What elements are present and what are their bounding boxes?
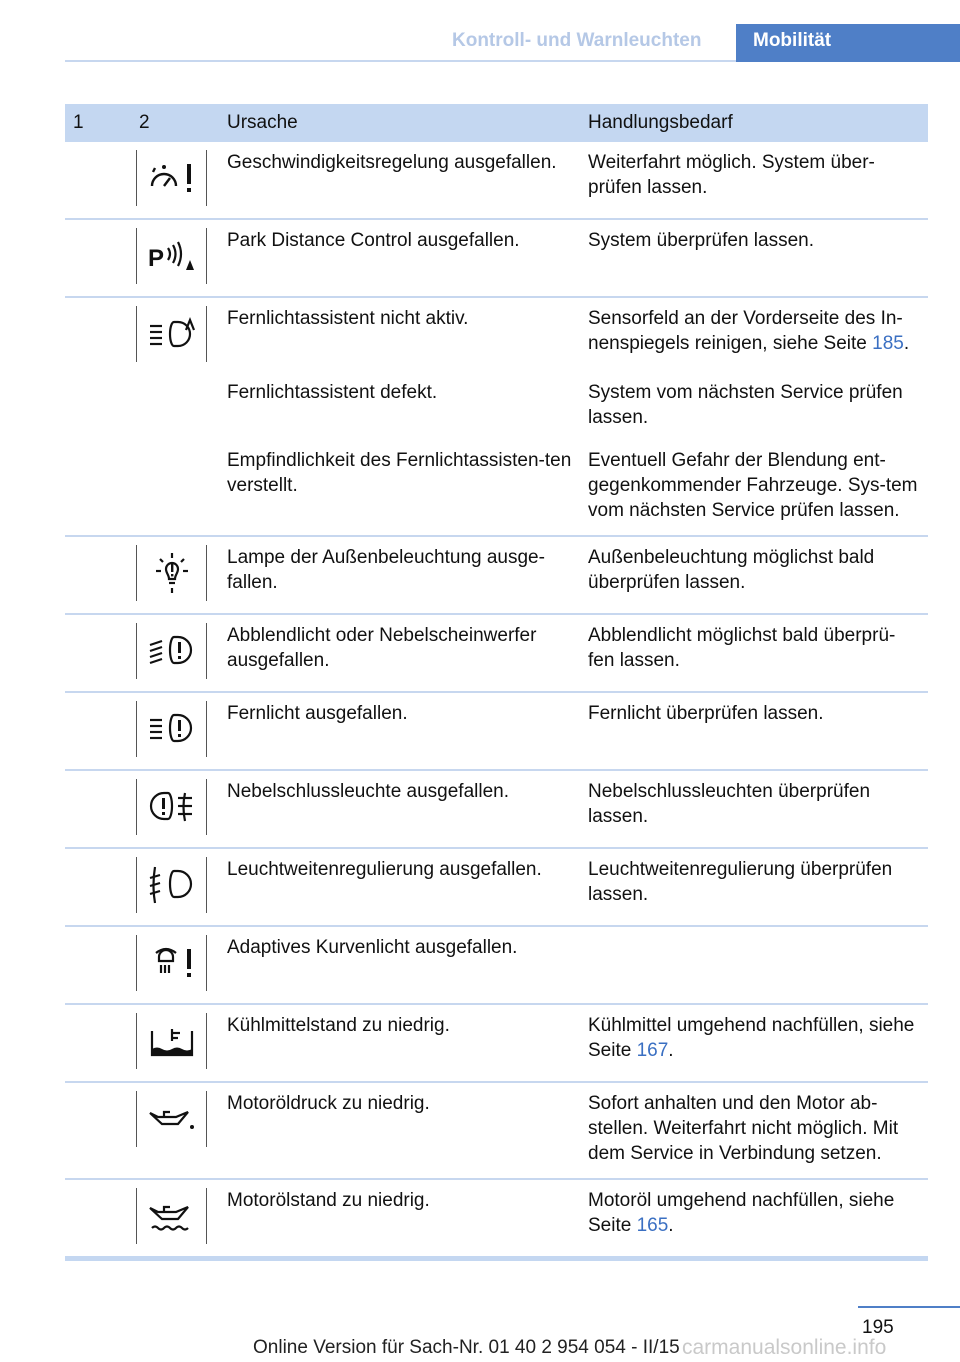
cause-cell: Fernlichtassistent defekt. [227, 382, 438, 403]
cause-cell: Abblendlicht oder Nebelscheinwerfer ausgefallen. [219, 614, 580, 692]
watermark: carmanualsonline.info [682, 1336, 887, 1359]
header-section-title[interactable]: Kontroll- und Warnleuchten [452, 30, 702, 51]
action-cell [580, 926, 928, 1004]
cause-cell: Motorölstand zu niedrig. [219, 1179, 580, 1259]
cause-cell: Fernlicht ausgefallen. [219, 692, 580, 770]
cause-cell: Park Distance Control ausgefallen. [219, 219, 580, 297]
cause-cell: Motoröldruck zu niedrig. [219, 1082, 580, 1179]
action-cell: Abblendlicht möglichst bald überprü-fen lassen. [580, 614, 928, 692]
table-row [65, 442, 928, 536]
action-cell: Leuchtweitenregulierung überprüfen lassen. [580, 848, 928, 926]
svg-text:P: P [147, 245, 164, 272]
table-row [65, 536, 928, 614]
cruise-control-warning-icon [136, 150, 207, 206]
cause-cell: Fernlichtassistent nicht aktiv. [219, 297, 580, 374]
cause-cell: Lampe der Außenbeleuchtung ausge-fallen. [219, 536, 580, 614]
column-header-2: 2 [131, 104, 219, 142]
column-header-1: 1 [65, 104, 131, 142]
column-header-cause: Ursache [219, 104, 580, 142]
cause-cell: Adaptives Kurvenlicht ausgefallen. [219, 926, 580, 1004]
table-row [65, 374, 928, 442]
cause-cell: Geschwindigkeitsregelung ausgefallen. [227, 152, 557, 173]
low-beam-warning-icon [136, 623, 207, 679]
table-row [65, 1082, 928, 1179]
table-row [65, 142, 928, 219]
headlight-range-warning-icon [136, 857, 207, 913]
action-cell: Außenbeleuchtung möglichst bald überprüfen lassen. [580, 536, 928, 614]
oil-pressure-icon [136, 1091, 207, 1147]
column-header-action: Handlungsbedarf [580, 104, 928, 142]
online-version-note: Online Version für Sach-Nr. 01 40 2 954 054 - II/15 [253, 1337, 680, 1358]
action-cell: Sofort anhalten und den Motor ab-stellen. Weiterfahrt nicht möglich. Mit dem Service in Verbindung setzen. [580, 1082, 928, 1179]
table-row [65, 692, 928, 770]
oil-level-icon [136, 1188, 207, 1244]
action-cell: Nebelschlussleuchten überprüfen lassen. [580, 770, 928, 848]
action-cell: Kühlmittel umgehend nachfüllen, siehe Seite 167. [580, 1004, 928, 1082]
action-cell: Fernlicht überprüfen lassen. [580, 692, 928, 770]
table-row [65, 926, 928, 1004]
exterior-light-warning-icon [136, 545, 207, 601]
table-header-row [65, 104, 928, 142]
action-cell: Motoröl umgehend nachfüllen, siehe Seite 165. [580, 1179, 928, 1259]
table-row [65, 848, 928, 926]
table-row [65, 219, 928, 297]
coolant-level-icon [136, 1013, 207, 1069]
page-link[interactable]: 185 [872, 333, 904, 354]
park-distance-control-warning-icon [136, 228, 207, 284]
high-beam-assistant-icon [136, 306, 207, 362]
rear-fog-light-warning-icon [136, 779, 207, 835]
cause-cell: Kühlmittelstand zu niedrig. [219, 1004, 580, 1082]
table-row [65, 1179, 928, 1259]
table-row [65, 614, 928, 692]
cause-cell: Leuchtweitenregulierung ausgefallen. [219, 848, 580, 926]
warning-lights-table [65, 104, 928, 1261]
table-row [65, 297, 928, 374]
page-number: 195 [862, 1317, 894, 1338]
header-chapter-tab[interactable]: Mobilität [736, 24, 960, 62]
action-cell: Weiterfahrt möglich. System über-prüfen lassen. [588, 152, 875, 198]
table-row [65, 770, 928, 848]
footer-rule [858, 1306, 960, 1308]
action-cell: Eventuell Gefahr der Blendung ent-gegenkommender Fahrzeuge. Sys-tem vom nächsten Service prüfen lassen. [588, 450, 918, 521]
adaptive-light-warning-icon [136, 935, 207, 991]
page-link[interactable]: 165 [636, 1215, 669, 1236]
action-cell: System vom nächsten Service prüfen lassen. [588, 382, 903, 428]
action-cell: Sensorfeld an der Vorderseite des In-nenspiegels reinigen, siehe Seite 185. [580, 297, 928, 374]
cause-cell: Nebelschlussleuchte ausgefallen. [219, 770, 580, 848]
table-row [65, 1004, 928, 1082]
page-link[interactable]: 167 [636, 1040, 669, 1061]
cause-cell: Empfindlichkeit des Fernlichtassisten-ten verstellt. [227, 450, 572, 496]
action-cell: System überprüfen lassen. [580, 219, 928, 297]
high-beam-warning-icon [136, 701, 207, 757]
